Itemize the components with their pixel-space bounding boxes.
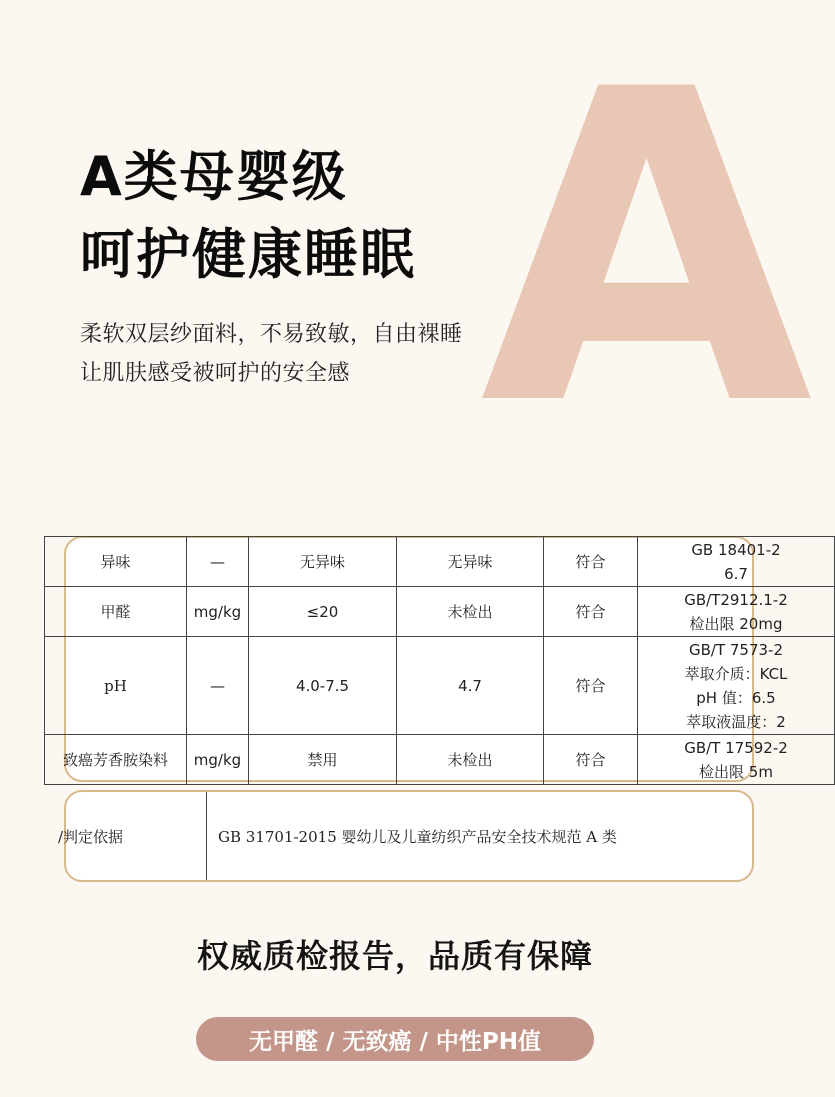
hero-subtitle-line-2: 让肌肤感受被呵护的安全感 xyxy=(80,361,351,386)
hero-title-line-1: A类母婴级 xyxy=(80,145,348,208)
result-cell: 未检出 xyxy=(397,735,544,785)
test-method-line: 6.7 xyxy=(724,564,748,583)
test-item-cell: 甲醛 xyxy=(45,587,187,637)
test-results-table xyxy=(44,536,835,785)
decorative-letter-a: A xyxy=(480,0,813,500)
result-cell: 无异味 xyxy=(397,537,544,587)
test-method-line: pH 值：6.5 xyxy=(696,688,776,707)
test-method-line: 萃取液温度：2 xyxy=(686,712,786,731)
unit-cell: — xyxy=(187,537,249,587)
test-method-cell xyxy=(638,587,835,637)
feature-badge-text: 无甲醛 / 无致癌 / 中性PH值 xyxy=(249,1028,541,1055)
unit-cell: — xyxy=(187,637,249,735)
verdict-cell: 符合 xyxy=(544,637,638,735)
test-method-line: GB 18401-2 xyxy=(691,540,781,559)
hero-subtitle-line-1: 柔软双层纱面料，不易致敏，自由裸睡 xyxy=(80,322,463,347)
test-method-line: 检出限 20mg xyxy=(689,614,783,633)
judgement-basis-label-text: /判定依据 xyxy=(58,827,124,846)
judgement-basis-standard: GB 31701-2015 婴幼儿及儿童纺织产品安全技术规范 A 类 xyxy=(218,827,617,846)
verdict-cell: 符合 xyxy=(544,735,638,785)
judgement-basis-row xyxy=(58,792,752,880)
test-results-frame xyxy=(62,536,788,782)
test-item-cell: 异味 xyxy=(45,537,187,587)
hero-title-line-2: 呵护健康睡眠 xyxy=(80,223,416,286)
test-method-line: GB/T 17592-2 xyxy=(684,738,788,757)
result-cell: 4.7 xyxy=(397,637,544,735)
verdict-cell: 符合 xyxy=(544,537,638,587)
test-method-line: 萃取介质：KCL xyxy=(684,664,788,683)
requirement-cell: 无异味 xyxy=(249,537,397,587)
table-row xyxy=(45,735,835,785)
requirement-cell: ≤20 xyxy=(249,587,397,637)
judgement-basis-frame xyxy=(58,790,754,882)
table-row xyxy=(45,537,835,587)
test-method-cell xyxy=(638,735,835,785)
verdict-cell: 符合 xyxy=(544,587,638,637)
test-method-cell xyxy=(638,537,835,587)
test-method-line: 检出限 5m xyxy=(699,762,773,781)
test-item-cell: 致癌芳香胺染料 xyxy=(45,735,187,785)
result-cell: 未检出 xyxy=(397,587,544,637)
unit-cell: mg/kg xyxy=(187,587,249,637)
requirement-cell: 4.0-7.5 xyxy=(249,637,397,735)
table-row xyxy=(45,587,835,637)
feature-badge xyxy=(196,1017,594,1061)
test-method-line: GB/T 7573-2 xyxy=(688,640,784,659)
judgement-basis-label xyxy=(58,792,207,880)
report-title: 权威质检报告，品质有保障 xyxy=(196,937,593,975)
table-row xyxy=(45,637,835,735)
test-method-line: GB/T2912.1-2 xyxy=(684,590,788,609)
requirement-cell: 禁用 xyxy=(249,735,397,785)
unit-cell: mg/kg xyxy=(187,735,249,785)
test-item-cell: pH xyxy=(45,637,187,735)
test-method-cell xyxy=(638,637,835,735)
